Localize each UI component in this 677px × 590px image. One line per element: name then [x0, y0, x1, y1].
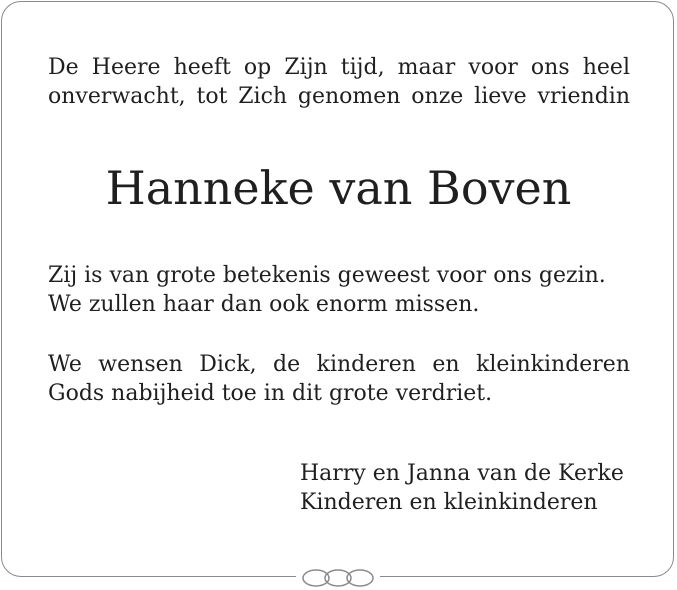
signature-line-2: Kinderen en kleinkinderen [300, 490, 598, 515]
intro-text [48, 53, 630, 111]
signature-block [300, 459, 624, 517]
paragraph-1-line-1: Zij is van grote betekenis geweest voor ons gezin. [48, 263, 606, 288]
paragraph-1-line-2: We zullen haar dan ook enorm missen. [48, 292, 480, 317]
signature-line-1: Harry en Janna van de Kerke [300, 461, 624, 486]
paragraph-significance [48, 261, 630, 319]
paragraph-2-line-1: We wensen Dick, de kinderen en kleinkinderen [48, 352, 630, 377]
paragraph-2-line-2: Gods nabijheid toe in dit grote verdriet. [48, 381, 493, 406]
ornament-rings-icon [296, 567, 380, 589]
deceased-name: Hanneke van Boven [105, 161, 572, 215]
paragraph-wishes [48, 350, 630, 408]
intro-line-1: De Heere heeft op Zijn tijd, maar voor ons heel [48, 55, 630, 80]
intro-line-2: onverwacht, tot Zich genomen onze lieve vriendin [48, 84, 630, 109]
